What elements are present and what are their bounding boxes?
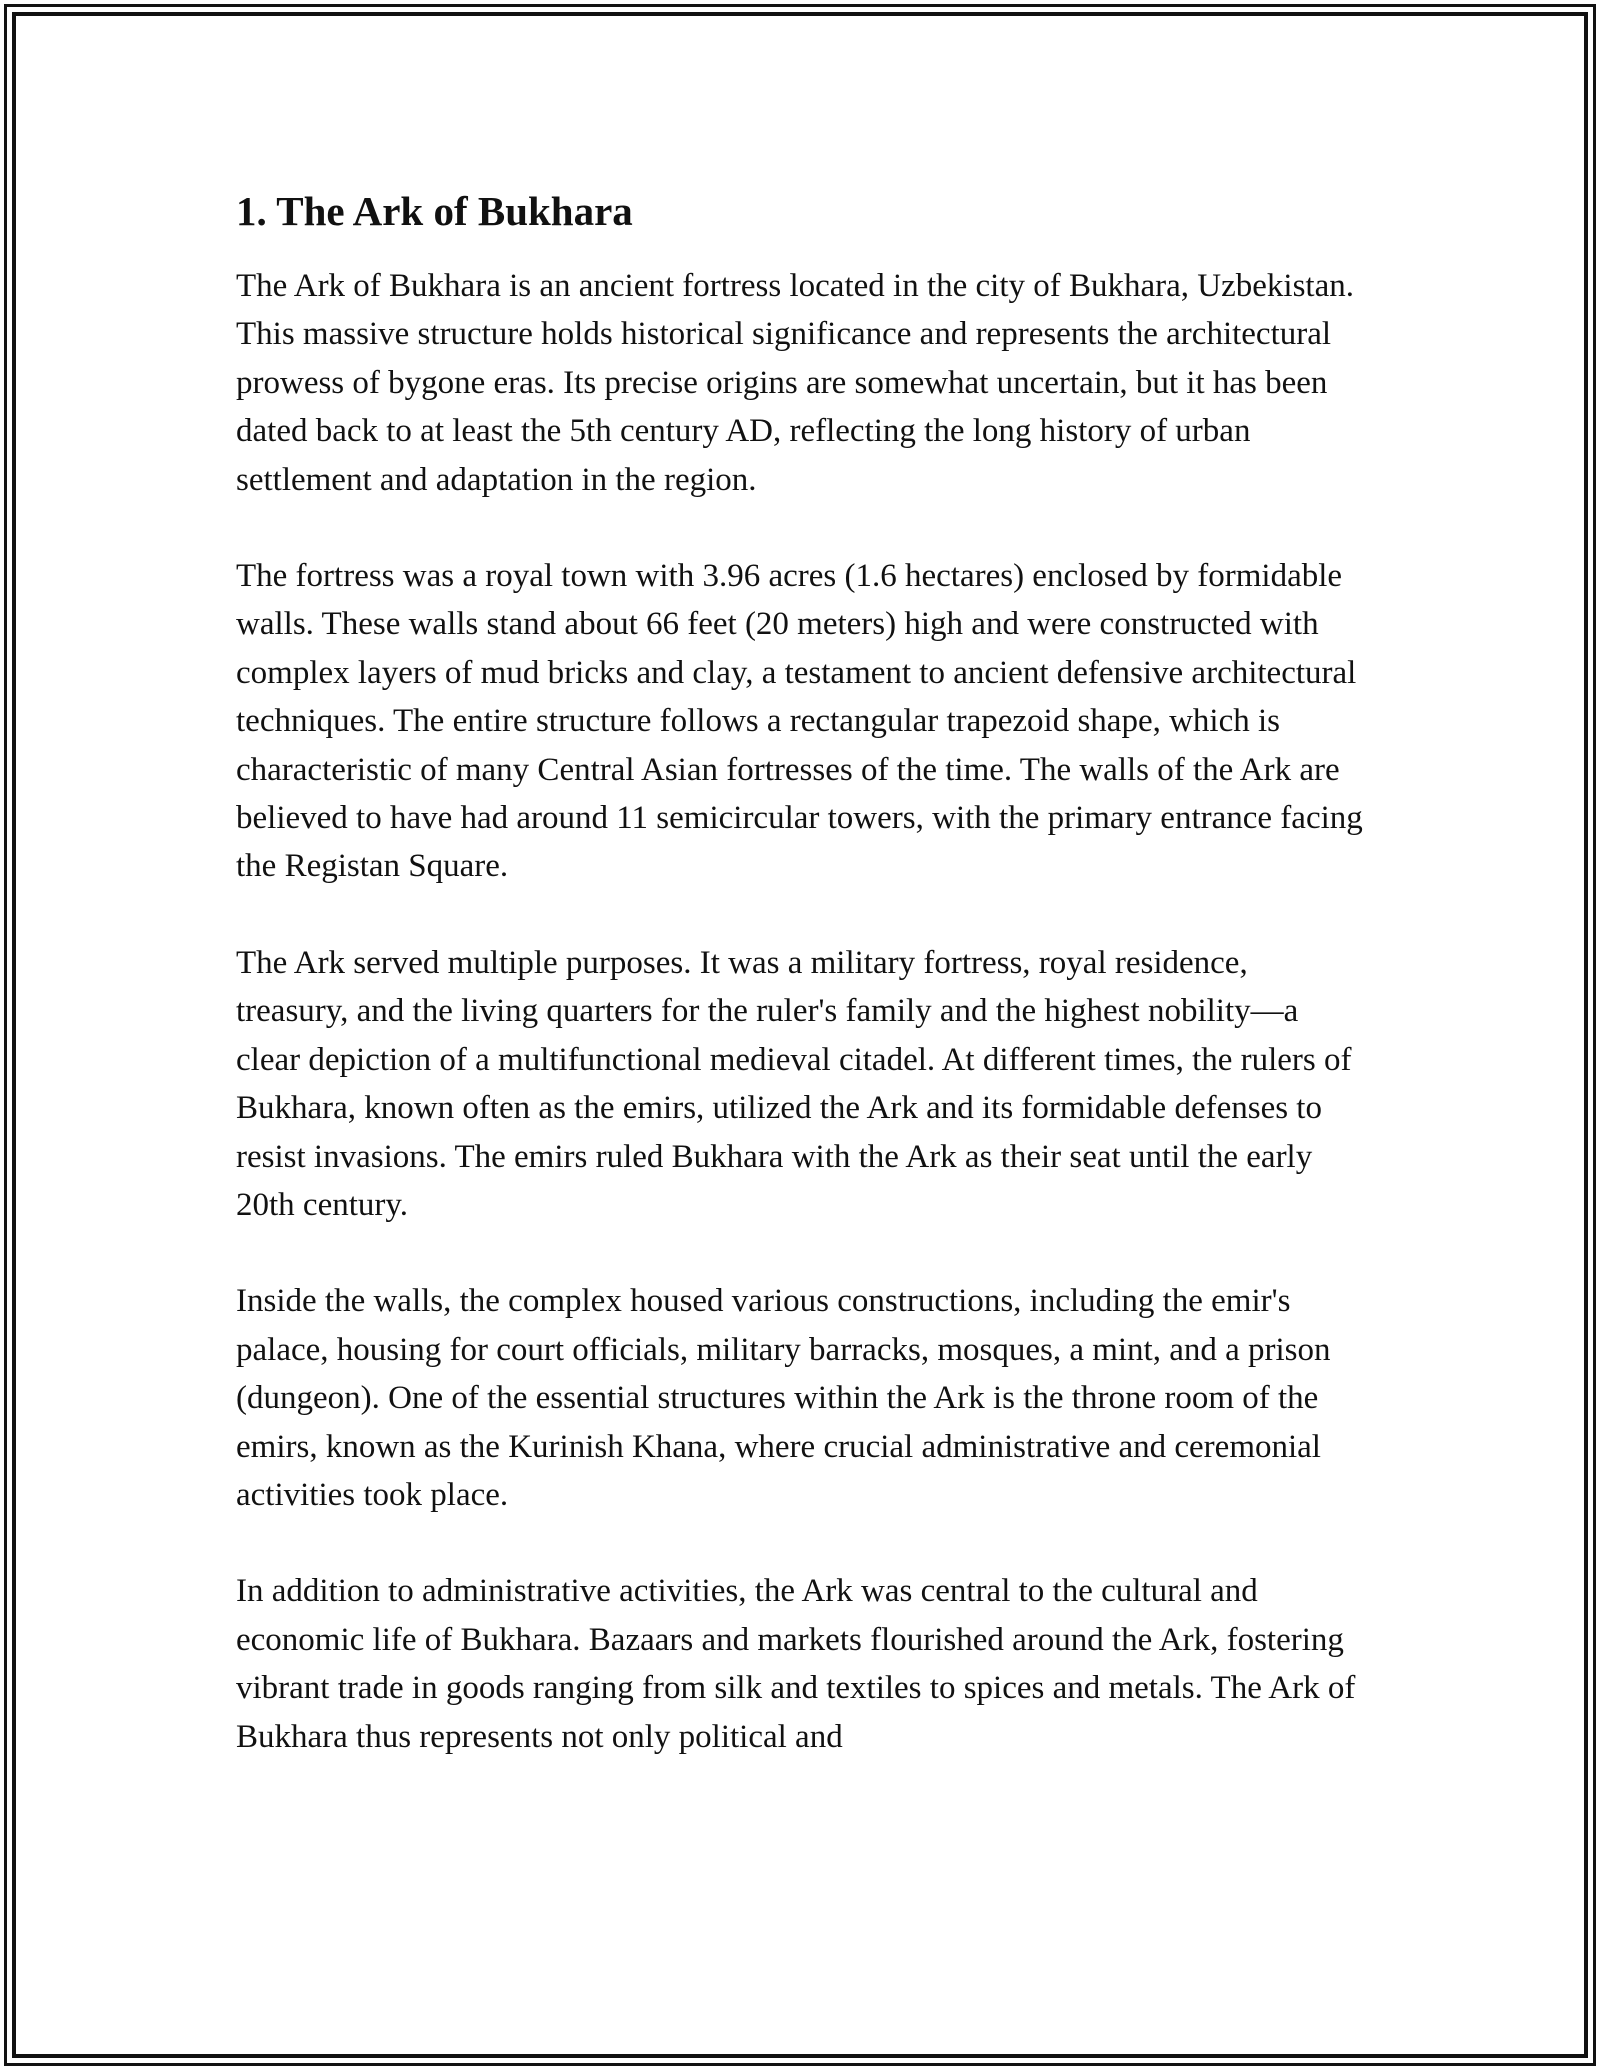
paragraph-3: The Ark served multiple purposes. It was a military fortress, royal residence, treasury, and the living quarters for the ruler's family and the highest nobility—a clear depiction of a multifunctional medieval citadel. At different times, the rulers of Bukhara, known often as the emirs, utilized the Ark and its formidable defenses to resist invasions. The emirs ruled Bukhara with the Ark as their seat until the early 20th century. — [236, 944, 1352, 1223]
paragraph-1: The Ark of Bukhara is an ancient fortress located in the city of Bukhara, Uzbekistan. This massive structure holds historical significance and represents the architectural prowess of bygone eras. Its precise origins are somewhat uncertain, but it has been dated back to at least the 5th century AD, reflecting the long history of urban settlement and adaptation in the region. — [236, 268, 1354, 498]
paragraph-4: Inside the walls, the complex housed various constructions, including the emir's palace, housing for court officials, military barracks, mosques, a mint, and a prison (dungeon). One of the essential structures within the Ark is the throne room of the emirs, known as the Kurinish Khana, where crucial administrative and ceremonial activities took place. — [236, 1283, 1331, 1513]
paragraph-5: In addition to administrative activities, the Ark was central to the cultural and economic life of Bukhara. Bazaars and markets flourished around the Ark, fostering vibrant trade in goods ranging from silk and textiles to spices and metals. The Ark of Bukhara thus represents not only political and — [236, 1573, 1356, 1755]
section-title: 1. The Ark of Bukhara — [236, 188, 633, 234]
paragraph-2: The fortress was a royal town with 3.96 acres (1.6 hectares) enclosed by formidable walls. These walls stand about 66 feet (20 meters) high and were constructed with complex layers of mud bricks and clay, a testament to ancient defensive architectural techniques. The entire structure follows a rectangular trapezoid shape, which is characteristic of many Central Asian fortresses of the time. The walls of the Ark are believed to have had around 11 semicircular towers, with the primary entrance facing the Registan Square. — [236, 558, 1363, 885]
document-body — [236, 186, 1366, 1809]
